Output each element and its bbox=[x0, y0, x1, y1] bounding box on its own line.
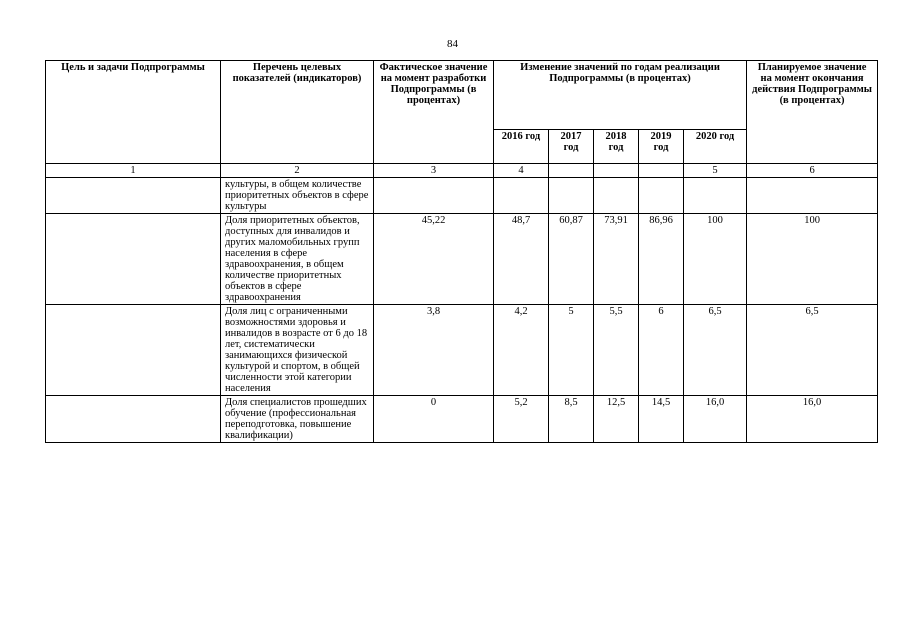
table-row bbox=[46, 305, 878, 396]
value-2016: 5,2 bbox=[494, 396, 549, 443]
header-row bbox=[46, 61, 878, 130]
table-row bbox=[46, 396, 878, 443]
value-2016 bbox=[494, 178, 549, 214]
indicators-table bbox=[45, 60, 878, 443]
planned-cell: 6,5 bbox=[747, 305, 878, 396]
indicator-cell: Доля приоритетных объектов, доступных для инвалидов и других маломобильных групп населения в сфере здравоохранения, в общем количестве приоритетных объектов в сфере здравоохранения bbox=[221, 214, 374, 305]
indicator-cell: Доля лиц с ограниченными возможностями здоровья и инвалидов в возрасте от 6 до 18 лет, систематически занимающихся физической культурой и спортом, в общей численности этой категории населения bbox=[221, 305, 374, 396]
value-2020: 100 bbox=[684, 214, 747, 305]
goal-cell bbox=[46, 305, 221, 396]
header-indicators: Перечень целевых показателей (индикаторов) bbox=[221, 61, 374, 164]
value-2017: 8,5 bbox=[549, 396, 594, 443]
header-year-2016: 2016 год bbox=[494, 130, 549, 164]
indicator-cell: Доля специалистов прошедших обучение (профессиональная переподготовка, повышение квалификации) bbox=[221, 396, 374, 443]
actual-cell: 0 bbox=[374, 396, 494, 443]
header-actual-value: Фактическое значение на момент разработки Подпрограммы (в процентах) bbox=[374, 61, 494, 164]
page-number: 84 bbox=[447, 38, 458, 50]
value-2019: 86,96 bbox=[639, 214, 684, 305]
value-2018: 73,91 bbox=[594, 214, 639, 305]
value-2017: 5 bbox=[549, 305, 594, 396]
planned-cell: 100 bbox=[747, 214, 878, 305]
header-year-2018: 2018 год bbox=[594, 130, 639, 164]
value-2017 bbox=[549, 178, 594, 214]
header-planned-value: Планируемое значение на момент окончания действия Подпрограммы (в процентах) bbox=[747, 61, 878, 164]
goal-cell bbox=[46, 178, 221, 214]
col-number: 5 bbox=[684, 164, 747, 178]
col-number: 6 bbox=[747, 164, 878, 178]
actual-cell bbox=[374, 178, 494, 214]
col-number: 4 bbox=[494, 164, 549, 178]
value-2020 bbox=[684, 178, 747, 214]
actual-cell: 3,8 bbox=[374, 305, 494, 396]
header-year-2019: 2019 год bbox=[639, 130, 684, 164]
actual-cell: 45,22 bbox=[374, 214, 494, 305]
value-2019 bbox=[639, 178, 684, 214]
value-2020: 6,5 bbox=[684, 305, 747, 396]
table-row bbox=[46, 214, 878, 305]
planned-cell bbox=[747, 178, 878, 214]
header-year-changes: Изменение значений по годам реализации Подпрограммы (в процентах) bbox=[494, 61, 747, 130]
goal-cell bbox=[46, 214, 221, 305]
col-number: 1 bbox=[46, 164, 221, 178]
value-2017: 60,87 bbox=[549, 214, 594, 305]
value-2019: 14,5 bbox=[639, 396, 684, 443]
value-2018: 12,5 bbox=[594, 396, 639, 443]
table-row bbox=[46, 178, 878, 214]
header-year-2017: 2017 год bbox=[549, 130, 594, 164]
value-2018 bbox=[594, 178, 639, 214]
value-2016: 4,2 bbox=[494, 305, 549, 396]
header-goal: Цель и задачи Подпрограммы bbox=[46, 61, 221, 164]
value-2019: 6 bbox=[639, 305, 684, 396]
col-number: 3 bbox=[374, 164, 494, 178]
column-numbers-row bbox=[46, 164, 878, 178]
header-year-2020: 2020 год bbox=[684, 130, 747, 164]
value-2018: 5,5 bbox=[594, 305, 639, 396]
goal-cell bbox=[46, 396, 221, 443]
value-2020: 16,0 bbox=[684, 396, 747, 443]
indicator-cell: культуры, в общем количестве приоритетных объектов в сфере культуры bbox=[221, 178, 374, 214]
col-number: 2 bbox=[221, 164, 374, 178]
value-2016: 48,7 bbox=[494, 214, 549, 305]
planned-cell: 16,0 bbox=[747, 396, 878, 443]
